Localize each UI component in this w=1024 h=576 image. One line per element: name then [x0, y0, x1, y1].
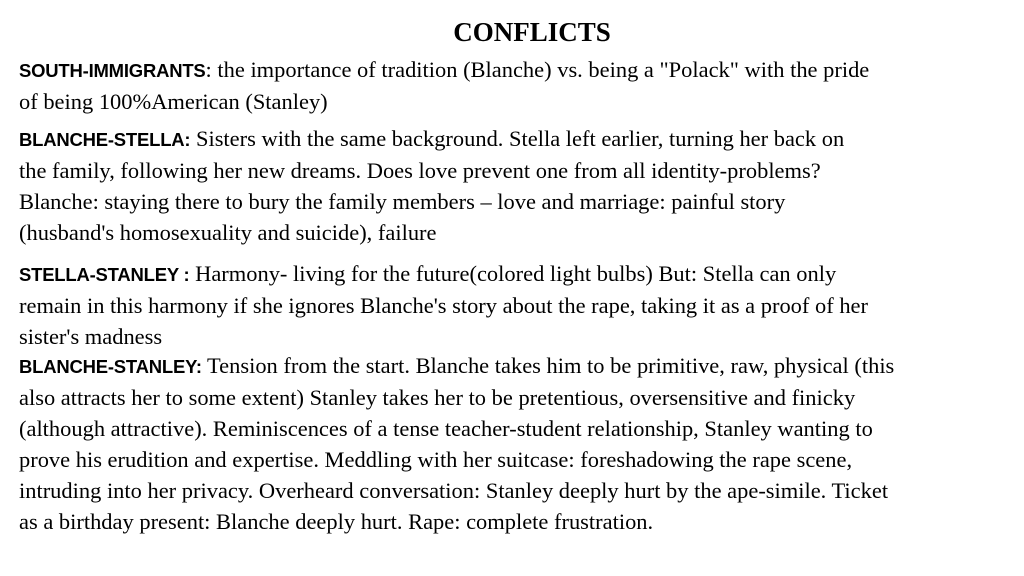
section-text: Harmony- living for the future(colored light bulbs) But: Stella can only [189, 261, 837, 286]
section-line: prove his erudition and expertise. Meddling with her suitcase: foreshadowing the rape scene, [19, 447, 853, 472]
section-line [19, 54, 1012, 86]
section-south-immigrants [19, 54, 1014, 117]
slide-title: CONFLICTS [453, 17, 611, 47]
section-label: BLANCHE-STANLEY: [19, 356, 202, 377]
section-line: the family, following her new dreams. Does love prevent one from all identity-problems? [19, 158, 821, 183]
section-label: BLANCHE-STELLA: [19, 129, 191, 150]
section-line [19, 123, 1012, 155]
section-stella-stanley [19, 258, 1014, 352]
section-line: also attracts her to some extent) Stanley takes her to be pretentious, oversensitive and finicky [19, 385, 856, 410]
section-line: remain in this harmony if she ignores Blanche's story about the rape, taking it as a proof of her [19, 293, 869, 318]
section-label: SOUTH-IMMIGRANTS [19, 60, 206, 81]
section-blanche-stella [19, 123, 1014, 248]
section-text: Tension from the start. Blanche takes him to be primitive, raw, physical (this [201, 353, 895, 378]
section-blanche-stanley [19, 350, 1014, 537]
section-line [19, 350, 1012, 382]
section-label: STELLA-STANLEY : [19, 264, 190, 285]
section-line: Blanche: staying there to bury the family members – love and marriage: painful story [19, 189, 786, 214]
section-line: as a birthday present: Blanche deeply hurt. Rape: complete frustration. [19, 509, 654, 534]
section-line: (although attractive). Reminiscences of a tense teacher-student relationship, Stanley wanting to [19, 416, 873, 441]
section-line: (husband's homosexuality and suicide), failure [19, 220, 437, 245]
section-text: Sisters with the same background. Stella left earlier, turning her back on [190, 126, 845, 151]
section-text: : the importance of tradition (Blanche) vs. being a "Polack" with the pride [205, 57, 870, 82]
section-line: intruding into her privacy. Overheard conversation: Stanley deeply hurt by the ape-simile. Ticket [19, 478, 889, 503]
section-line [19, 258, 1012, 290]
section-line: sister's madness [19, 324, 163, 349]
section-line: of being 100%American (Stanley) [19, 89, 328, 114]
